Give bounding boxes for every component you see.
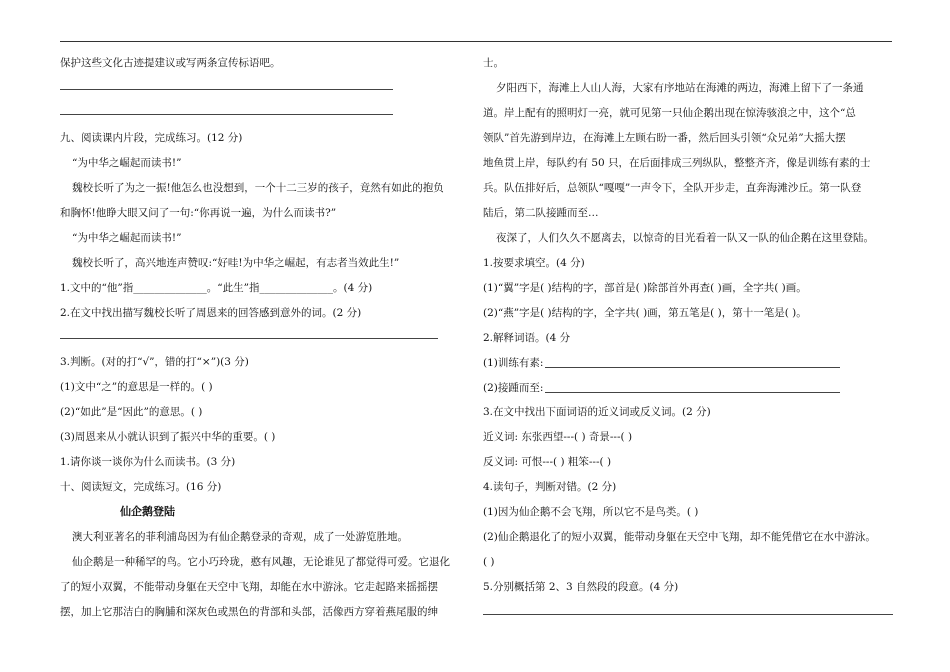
question-4: 4.读句子，判断对错。(2 分) (483, 481, 617, 493)
answer-line[interactable] (60, 114, 393, 115)
q9-passage-line: “为中华之崛起而读书!” (72, 157, 182, 169)
answer-line[interactable] (545, 367, 840, 368)
answer-line[interactable] (545, 392, 840, 393)
header-rule (60, 41, 892, 42)
q9-passage-line: 和胸怀!他睁大眼又问了一句:“你再说一遍，为什么而读书?” (60, 207, 337, 219)
article-paragraph: 仙企鹅是一种稀罕的鸟。它小巧玲珑，憨有风趣，无论谁见了都觉得可爱。它退化 (72, 556, 450, 568)
question-1: 1.按要求填空。(4 分) (483, 257, 585, 269)
question-3-a: 近义词: 东张西望---( ) 奇景---( ) (483, 431, 633, 443)
answer-line[interactable] (60, 338, 438, 339)
article-paragraph: 陆后，第二队接踵而至… (483, 207, 599, 219)
q9-question-3: 3.判断。(对的打“√”，错的打“×”)(3 分) (60, 356, 249, 368)
article-paragraph: 领队”首先游到岸边，在海滩上左顾右盼一番，然后回头引领“众兄弟”大摇大摆 (483, 132, 846, 144)
q9-question-2: 2.在文中找出描写魏校长听了周恩来的回答感到意外的词。(2 分) (60, 307, 362, 319)
answer-line[interactable] (483, 614, 893, 615)
q9-question-1: 1.文中的“他”指______________。“此生”指______________。(4 分) (60, 282, 373, 294)
article-paragraph: 夕阳西下，海滩上人山人海，大家有序地站在海滩的两边，海滩上留下了一条通 (496, 82, 864, 94)
judge-item: (2)“如此”是“因此”的意思。( ) (60, 406, 203, 418)
intro-text: 保护这些文化古迹提建议或写两条宣传标语吧。 (60, 57, 281, 69)
article-paragraph: 道。岸上配有的照明灯一亮，就可见第一只仙企鹅出现在惊涛骇浪之中，这个“总 (483, 107, 856, 119)
question-2: 2.解释词语。(4 分 (483, 332, 571, 344)
article-paragraph: 夜深了，人们久久不愿离去，以惊奇的目光看着一队又一队的仙企鹅在这里登陆。 (496, 232, 874, 244)
article-paragraph: 兵。队伍排好后，总领队“嘎嘎”一声令下，全队开步走，直奔海滩沙丘。第一队登 (483, 182, 862, 194)
article-paragraph: 了的短小双翼，不能带动身躯在天空中飞翔，却能在水中游泳。它走起路来摇摇摆 (60, 581, 438, 593)
question-3-b: 反义词: 可恨---( ) 粗笨---( ) (483, 456, 612, 468)
article-paragraph: 地鱼贯上岸，每队约有 50 只，在后面排成三列纵队，整整齐齐，像是训练有素的士 (483, 157, 871, 169)
q9-passage-line: “为中华之崛起而读书!” (72, 232, 182, 244)
question-3: 3.在文中找出下面词语的近义词或反义词。(2 分) (483, 406, 711, 418)
q9-passage-line: 魏校长听了为之一振!他怎么也没想到，一个十二三岁的孩子，竟然有如此的抱负 (72, 182, 444, 194)
question-2-a: (1)训练有素: (483, 357, 544, 369)
question-1-a: (1)“翼”字是( )结构的字，部首是( )除部首外再查( )画，全字共( )画。 (483, 282, 807, 294)
q9-heading: 九、阅读课内片段，完成练习。(12 分) (60, 132, 243, 144)
article-paragraph: 澳大利亚著名的菲利浦岛因为有仙企鹅登录的奇观，成了一处游览胜地。 (72, 531, 408, 543)
judge-item: (1)文中“之”的意思是一样的。( ) (60, 381, 213, 393)
judge-item: (3)周恩来从小就认识到了振兴中华的重要。( ) (60, 431, 276, 443)
q9-passage-line: 魏校长听了，高兴地连声赞叹:“好哇!为中华之崛起，有志者当效此生!” (72, 257, 400, 269)
article-paragraph: 士。 (483, 57, 504, 69)
q9-question-4: 1.请你谈一谈你为什么而读书。(3 分) (60, 456, 236, 468)
question-4-b: (2)仙企鹅退化了的短小双翼，能带动身躯在天空中飞翔，却不能凭借它在水中游泳。 (483, 531, 876, 543)
question-5: 5.分别概括第 2、3 自然段的段意。(4 分) (483, 581, 679, 593)
question-2-b: (2)接踵而至: (483, 382, 544, 394)
article-title: 仙企鹅登陆 (120, 505, 175, 518)
q10-heading: 十、阅读短文，完成练习。(16 分) (60, 481, 222, 493)
question-4-a: (1)因为仙企鹅不会飞翔，所以它不是鸟类。( ) (483, 506, 699, 518)
question-4-b-bracket: ( ) (483, 556, 495, 568)
article-paragraph: 摆，加上它那洁白的胸脯和深灰色或黑色的背部和头部，活像西方穿着燕尾服的绅 (60, 606, 438, 618)
question-1-b: (2)“燕”字是( )结构的字，全字共( )画，第五笔是( )，第十一笔是( )。 (483, 307, 807, 319)
answer-line[interactable] (60, 89, 393, 90)
